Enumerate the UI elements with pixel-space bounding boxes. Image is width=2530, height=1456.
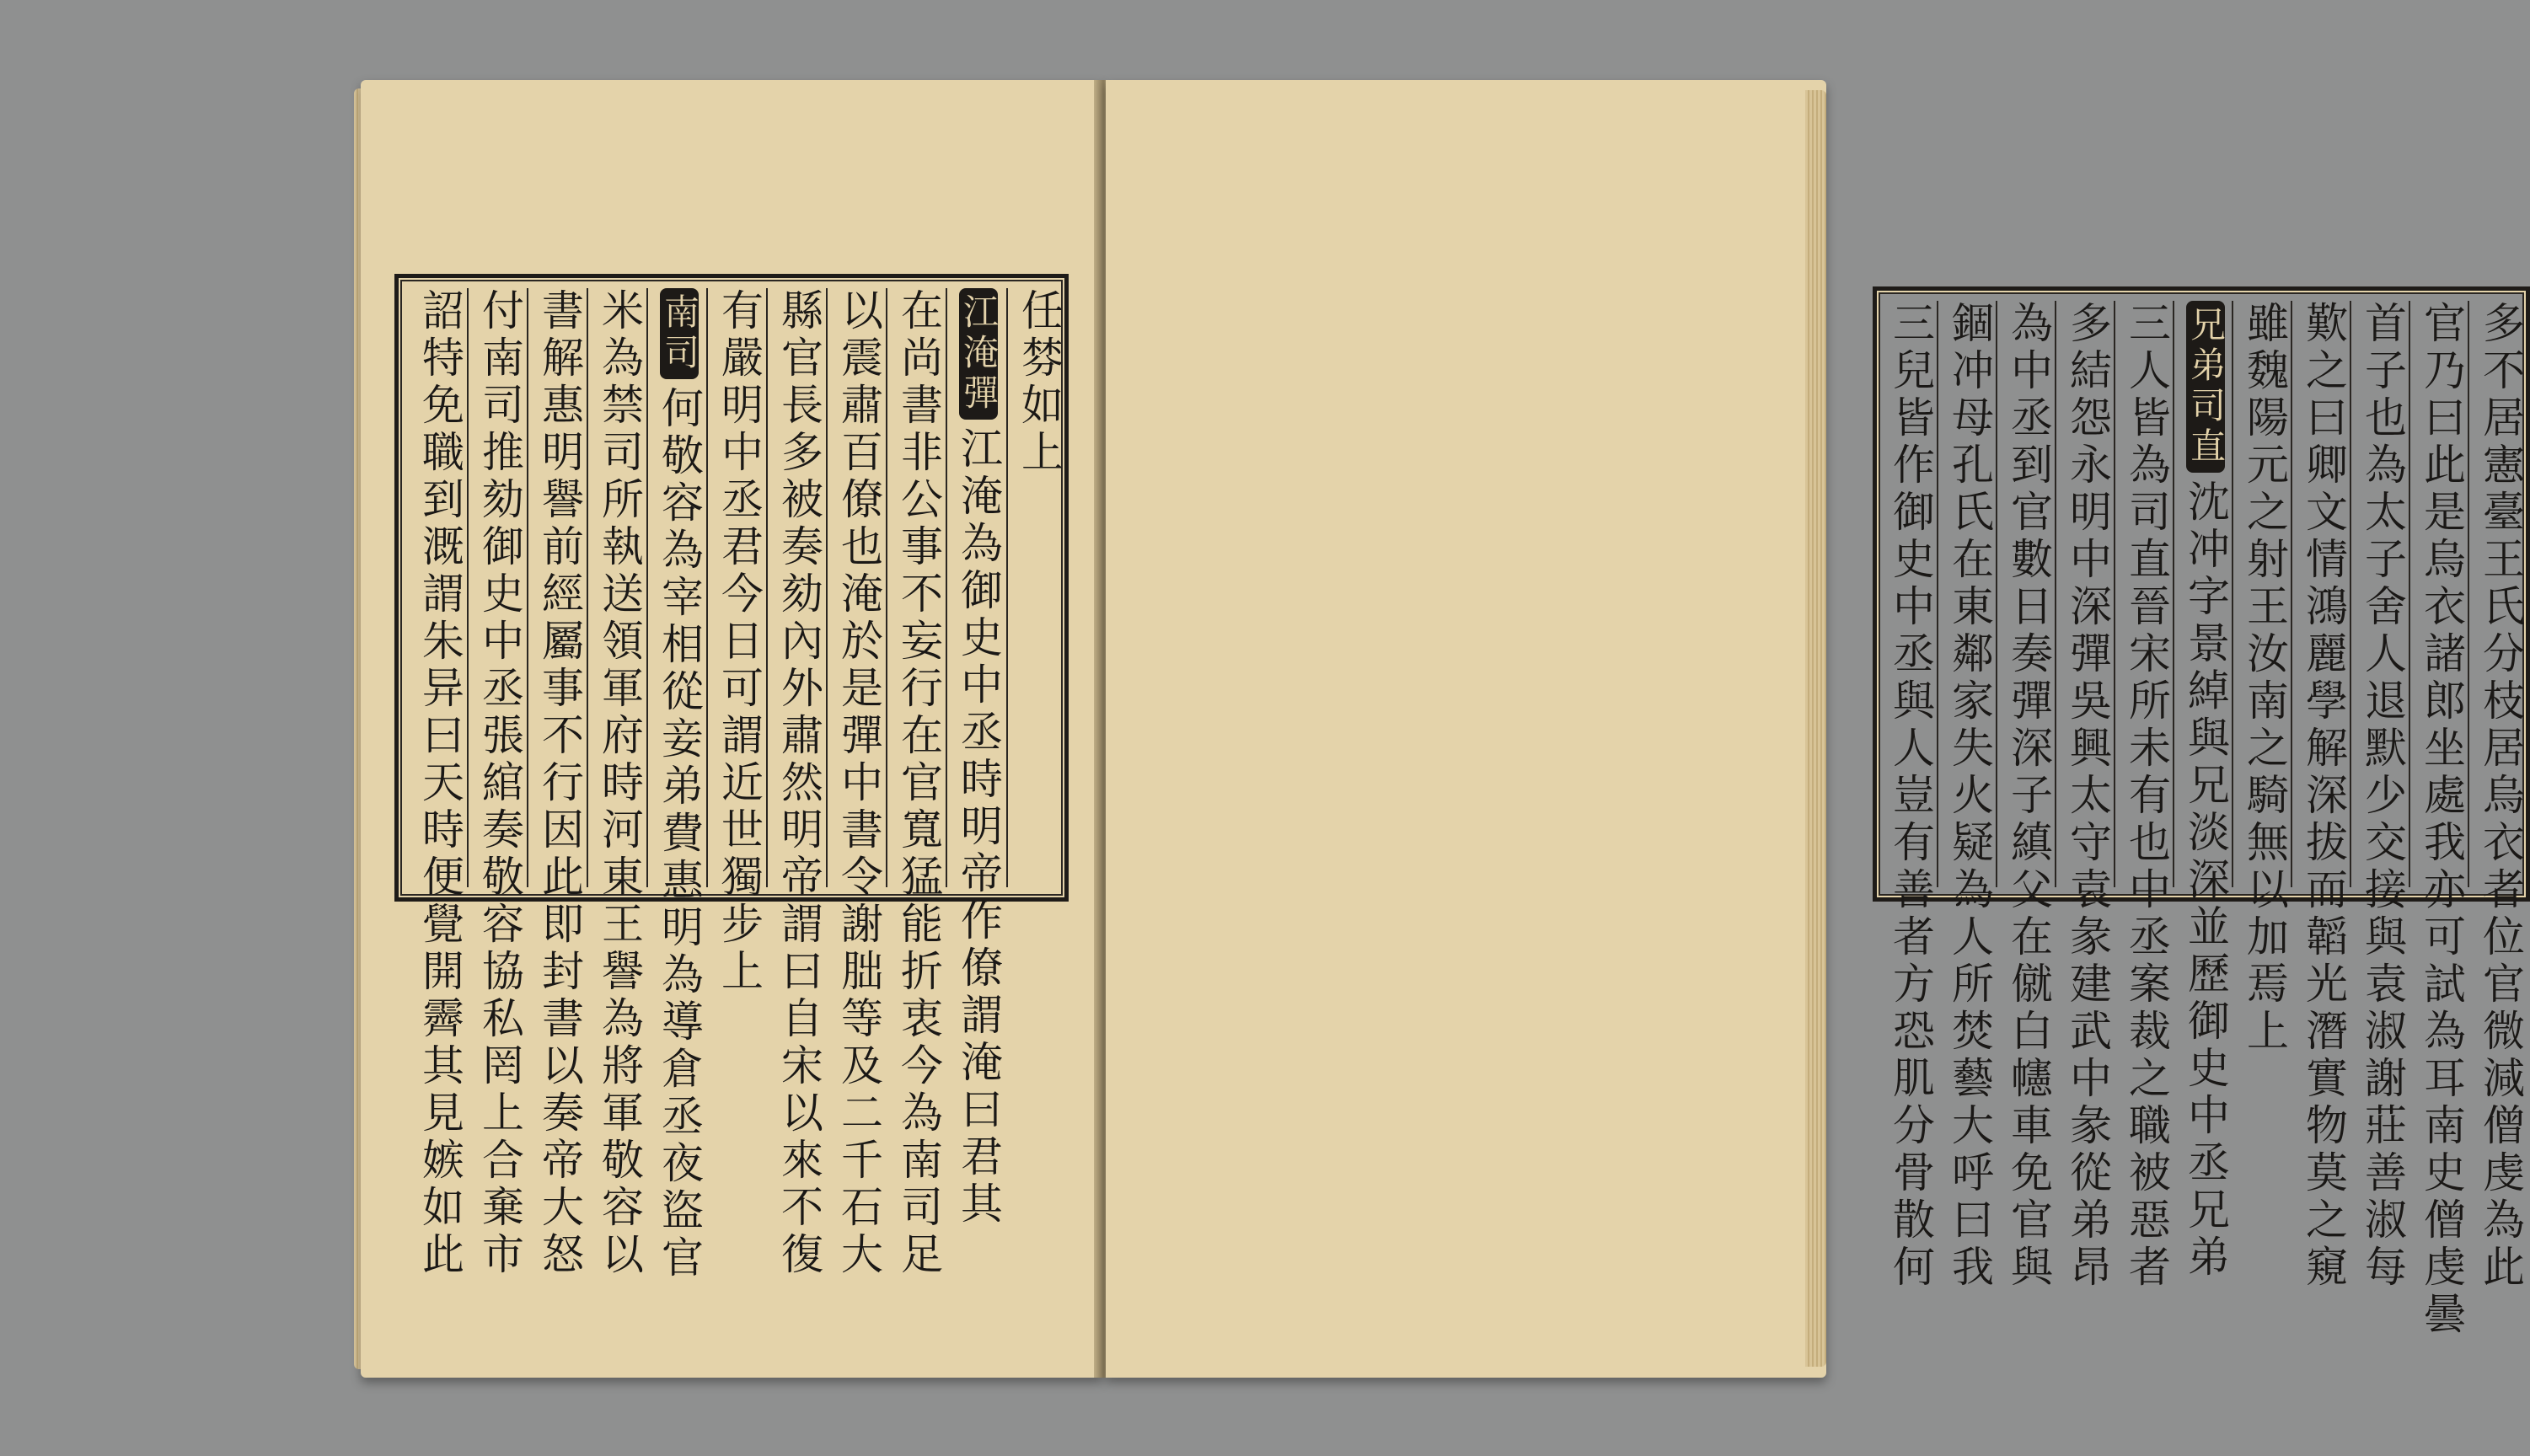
right-text-frame [1873,286,2530,1339]
text-column-1: 任棼如上 [1006,288,1060,887]
left-text-frame [394,274,1069,1282]
right-page-edge [1805,90,1826,1367]
text-column-9: 書解惠明譽前經屬事不行因此即封書以奏帝大怒 [527,288,581,887]
text-column-9: 為中丞到官數日奏彈深子縝父在僦白幰車免官與 [1996,301,2050,887]
text-column-3: 在尚書非公事不妄行在官寬猛能折衷今為南司足 [886,288,940,887]
text-column-11: 詔特免職到溉謂朱异曰天時便覺開霽其見嫉如此 [415,288,464,1279]
text-column-8: 多結怨永明中深彈吳興太守袁彖建武中彖從弟昂 [2055,301,2109,887]
text-column-10: 付南司推劾御史中丞張綰奏敬容協私罔上合棄市 [467,288,521,887]
text-column-4: 歎之曰卿文情鴻麗學解深拔而韜光潛實物莫之窺 [2291,301,2345,887]
text-column-2: 江淹彈江淹為御史中丞時明帝作僚謂淹曰君其 [946,288,1000,887]
text-column-2: 官乃曰此是烏衣諸郎坐處我亦可試為耳南史僧虔曇 [2409,301,2463,887]
heading-tag: 江淹彈 [959,288,998,420]
text-column-3: 首子也為太子舍人退默少交接與袁淑謝莊善淑每 [2350,301,2404,887]
text-column-4: 以震肅百僚也淹於是彈中書令謝朏等及二千石大 [826,288,880,887]
heading-tag: 南司 [660,288,699,379]
text-column-6: 有嚴明中丞君今日可謂近世獨步上 [706,288,760,887]
text-column-11: 三兒皆作御史中丞與人豈有善者方恐肌分骨散何 [1886,301,1935,1292]
text-column-1: 多不居憲臺王氏分枝居烏衣者位官微減僧虔為此 [2468,301,2522,887]
right-page [1106,80,2525,1378]
text-column-8: 米為禁司所執送領軍府時河東王譽為將軍敬容以 [587,288,641,887]
text-column-5: 雖魏陽元之射王汝南之騎無以加焉上 [2232,301,2286,887]
text-column-5: 縣官長多被奏劾內外肅然明帝謂曰自宋以來不復 [766,288,820,887]
text-column-10: 錮冲母孔氏在東鄰家失火疑為人所焚藝大呼曰我 [1937,301,1991,887]
text-column-7: 三人皆為司直晉宋所未有也中丞案裁之職被惡者 [2114,301,2168,887]
heading-tag: 兄弟司直 [2186,301,2225,473]
text-column-7: 南司何敬容為宰相從妾弟費惠明為導倉丞夜盜官 [646,288,700,887]
open-book [354,80,2525,1386]
left-page [361,80,1102,1378]
text-column-6: 兄弟司直沈冲字景綽與兄淡深並歷御史中丞兄弟 [2173,301,2227,887]
